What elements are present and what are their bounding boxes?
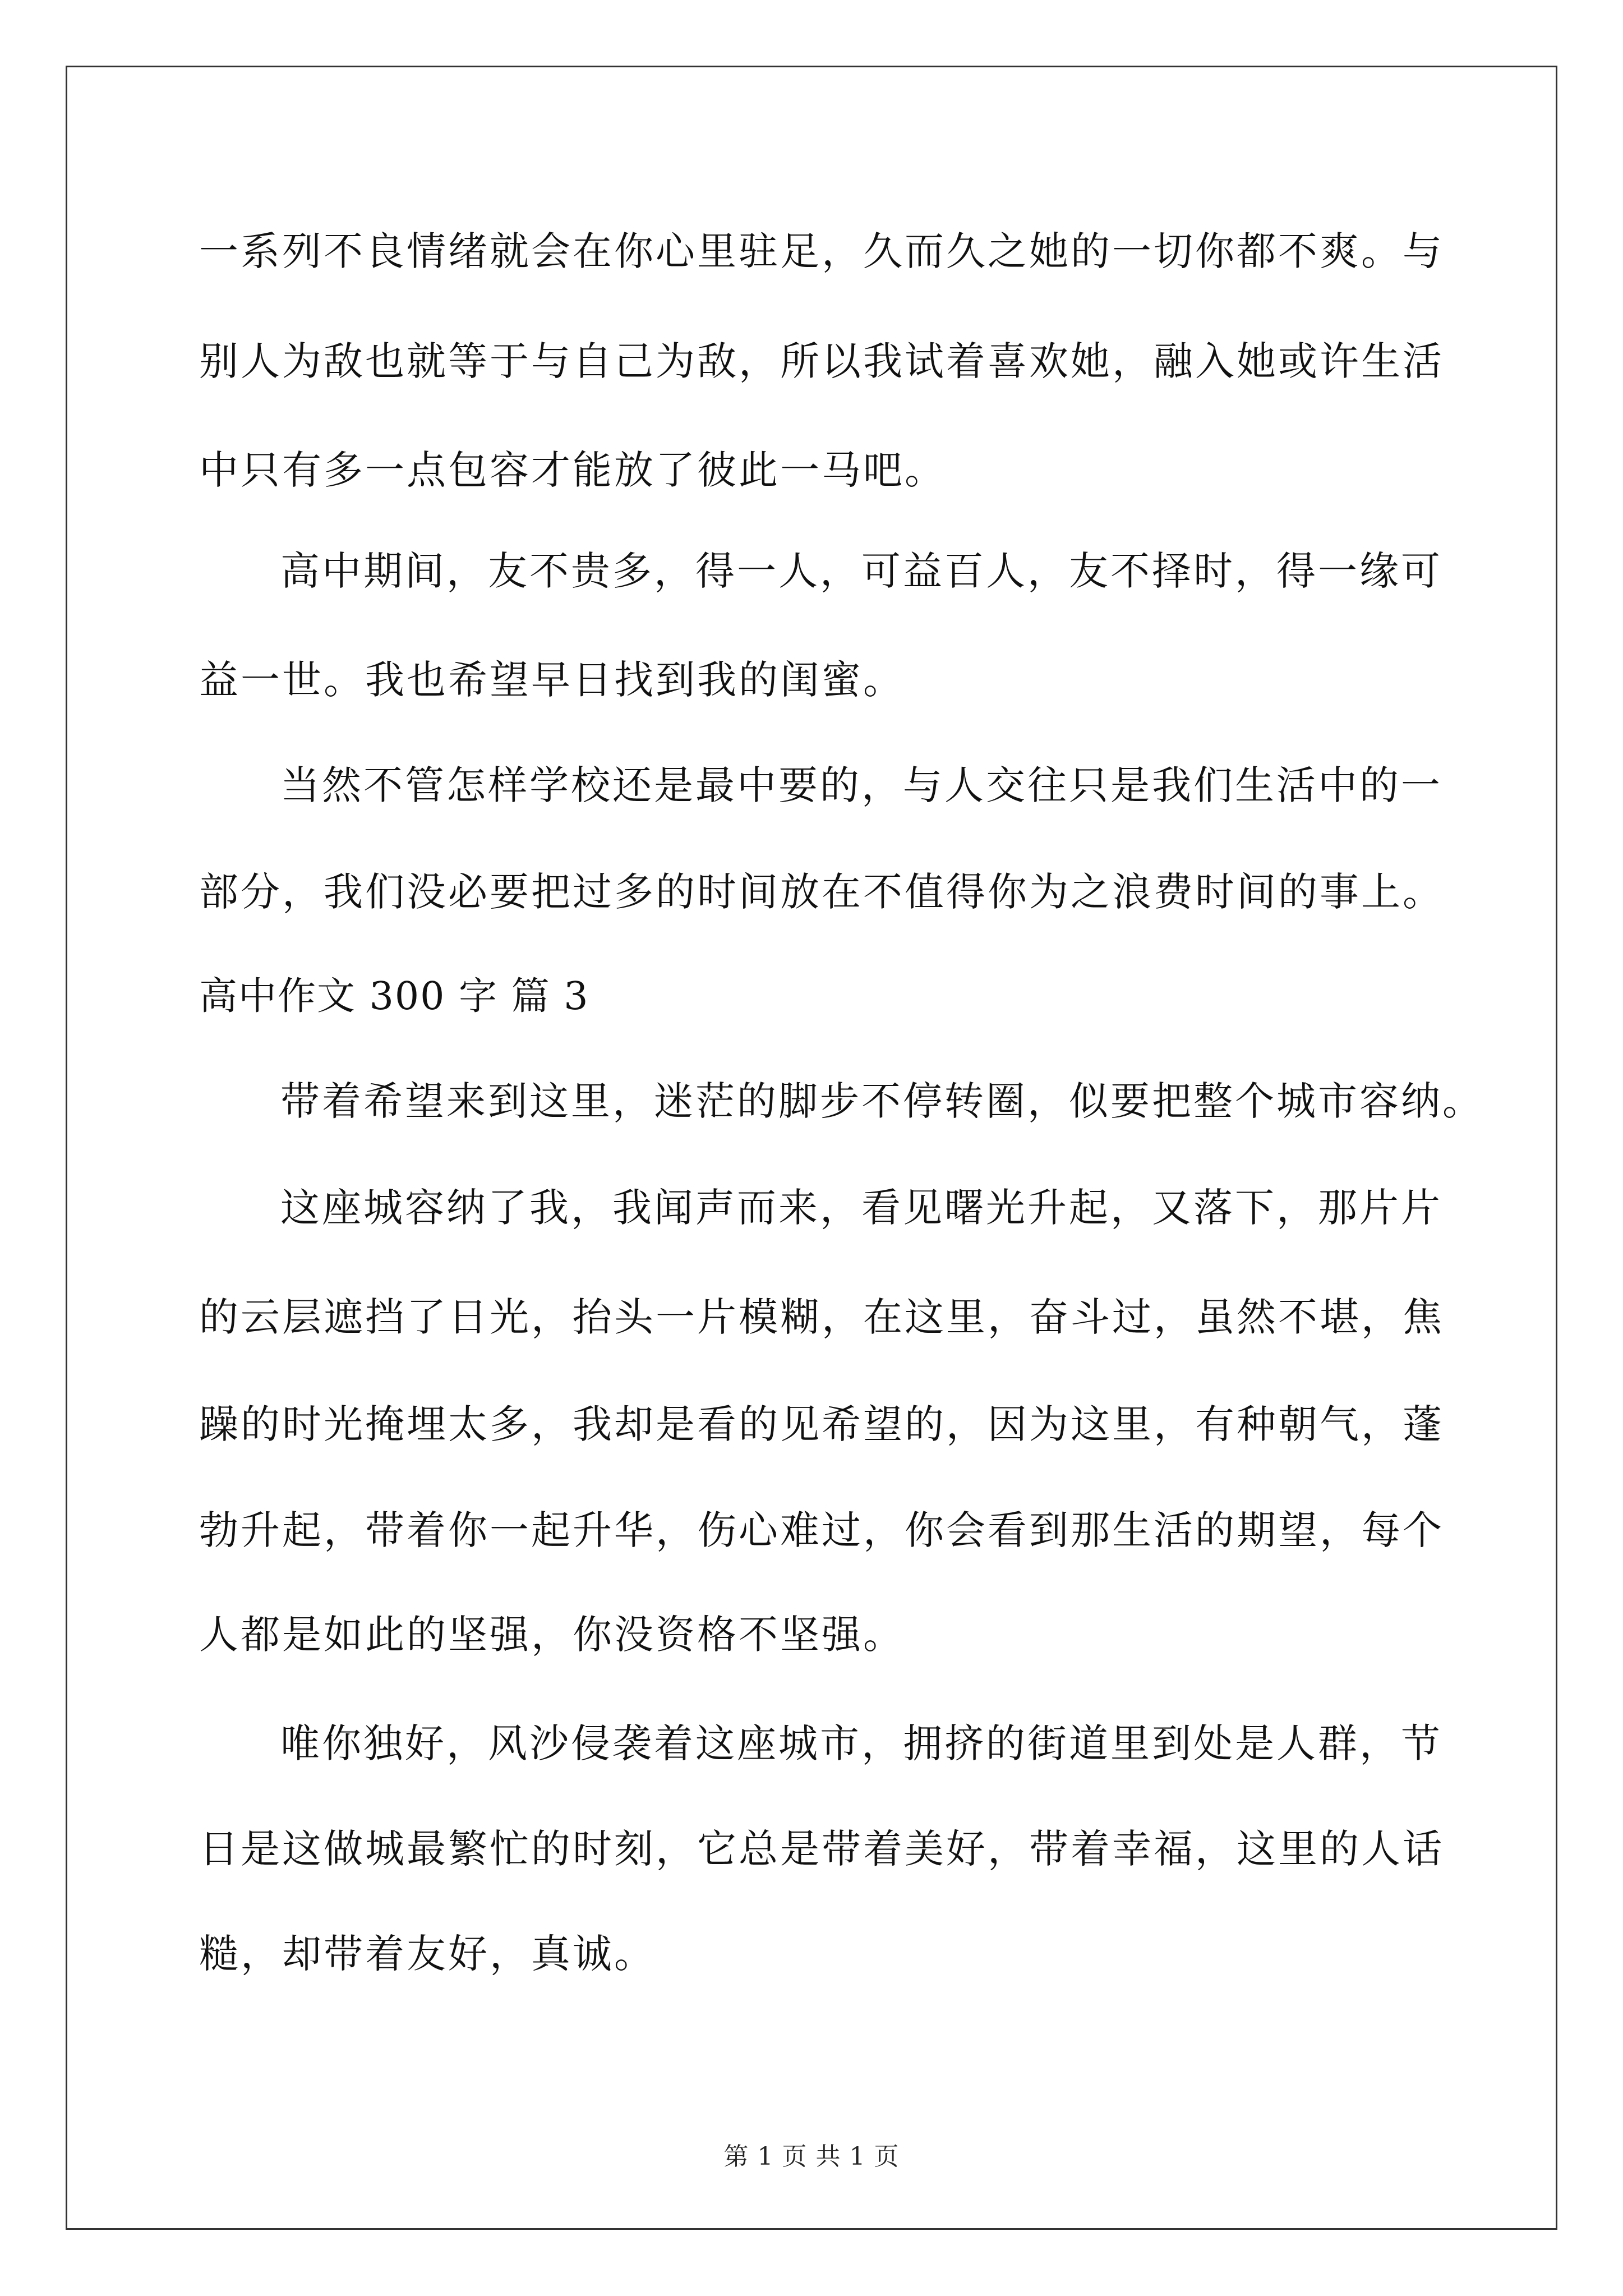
text-line: 这座城容纳了我，我闻声而来，看见曙光升起，又落下，那片片 — [280, 1185, 1442, 1231]
text-line: 唯你独好，风沙侵袭着这座城市，拥挤的街道里到处是人群，节 — [280, 1720, 1442, 1766]
text-line: 的云层遮挡了日光，抬头一片模糊，在这里，奋斗过，虽然不堪，焦 — [199, 1294, 1444, 1340]
page-footer: 第 1 页 共 1 页 — [723, 2142, 900, 2171]
text-line: 益一世。我也希望早日找到我的闺蜜。 — [199, 657, 905, 703]
page-border — [66, 66, 1557, 2230]
text-line: 糙，却带着友好，真诚。 — [199, 1931, 656, 1977]
text-line: 高中期间，友不贵多，得一人，可益百人，友不择时，得一缘可 — [280, 548, 1442, 594]
text-line: 中只有多一点包容才能放了彼此一马吧。 — [199, 447, 946, 493]
text-line: 带着希望来到这里，迷茫的脚步不停转圈，似要把整个城市容纳。 — [280, 1078, 1484, 1124]
text-line: 部分，我们没必要把过多的时间放在不值得你为之浪费时间的事上。 — [199, 869, 1444, 915]
text-line: 当然不管怎样学校还是最中要的，与人交往只是我们生活中的一 — [280, 762, 1442, 808]
text-line: 躁的时光掩埋太多，我却是看的见希望的，因为这里，有种朝气，蓬 — [199, 1401, 1444, 1447]
section-heading: 高中作文 300 字 篇 3 — [199, 974, 589, 1019]
text-line: 别人为敌也就等于与自己为敌，所以我试着喜欢她，融入她或许生活 — [199, 338, 1444, 384]
text-line: 人都是如此的坚强，你没资格不坚强。 — [199, 1612, 905, 1658]
text-line: 日是这做城最繁忙的时刻，它总是带着美好，带着幸福，这里的人话 — [199, 1826, 1444, 1872]
text-line: 一系列不良情绪就会在你心里驻足，久而久之她的一切你都不爽。与 — [199, 228, 1444, 274]
text-line: 勃升起，带着你一起升华，伤心难过，你会看到那生活的期望，每个 — [199, 1507, 1444, 1553]
